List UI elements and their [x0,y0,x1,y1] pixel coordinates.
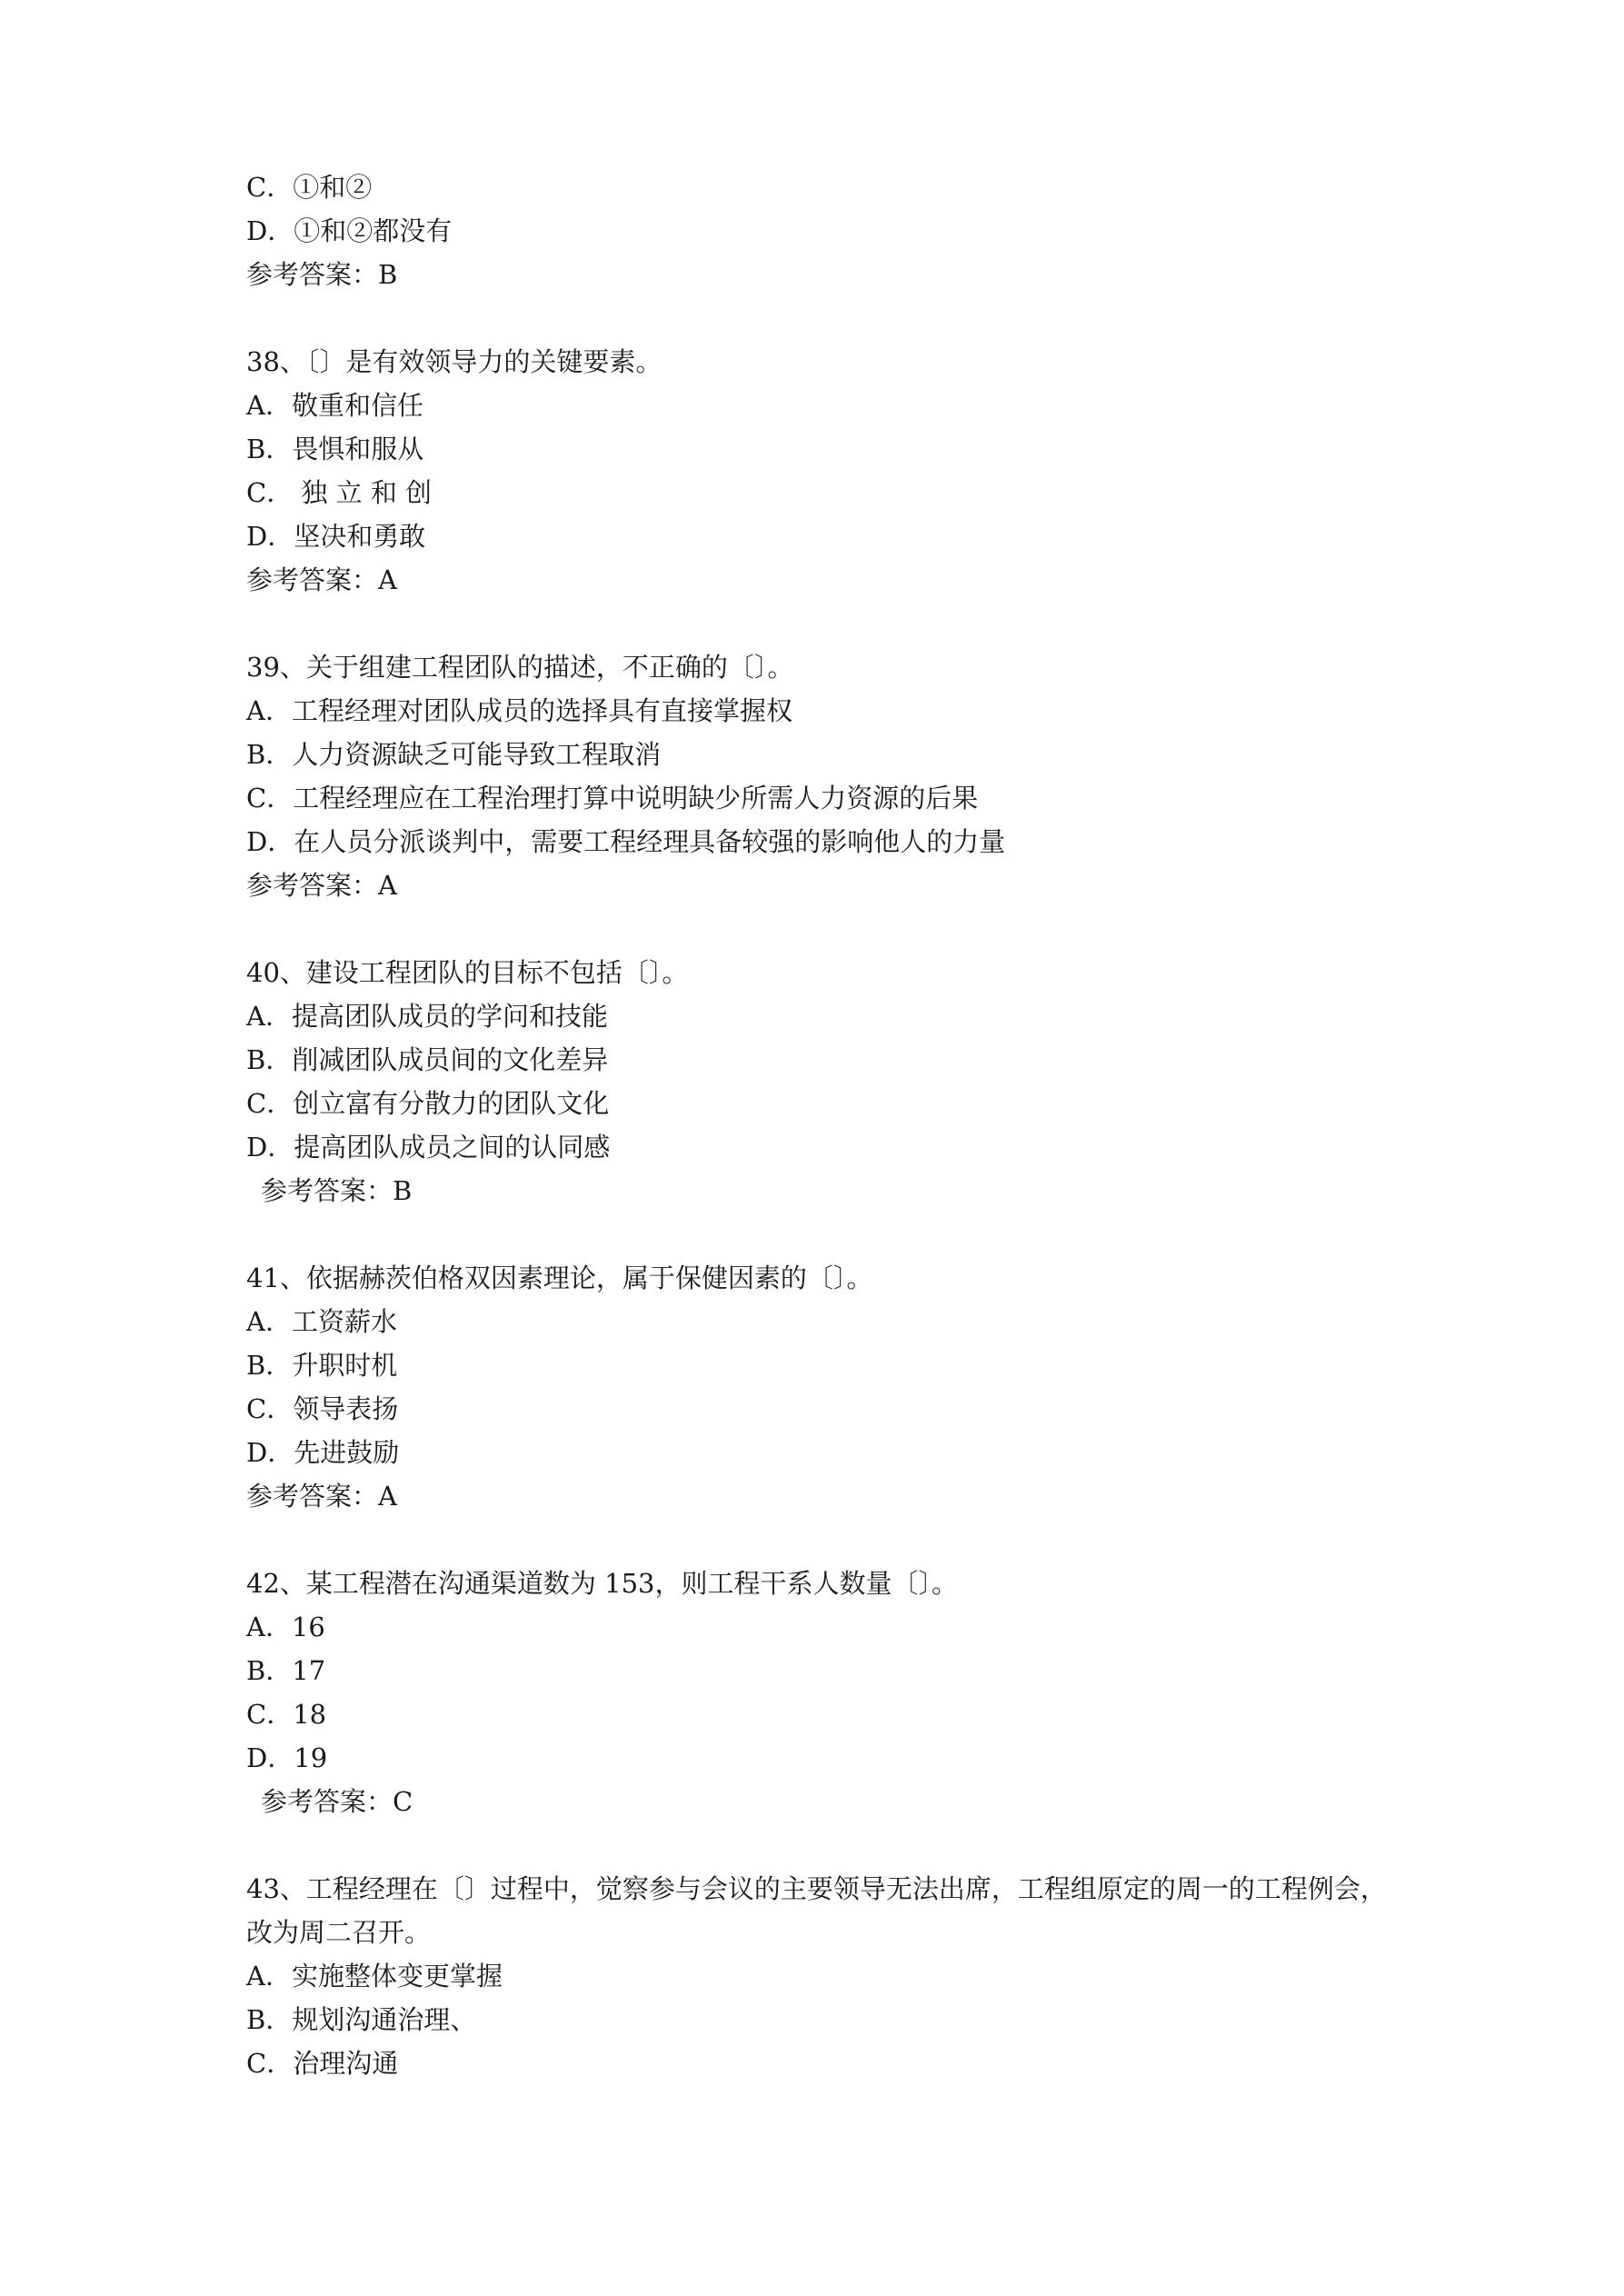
option-c: C．治理沟通 [246,2048,399,2079]
option-b: B．升职时机 [246,1350,398,1381]
page-content [246,165,1428,2085]
answer: 参考答案：A [246,1481,397,1512]
option-c: C．工程经理应在工程治理打算中说明缺少所需人力资源的后果 [246,783,979,814]
question-title: 38、〔〕是有效领导力的关键要素。 [246,346,663,377]
option-d: D．坚决和勇敢 [246,521,426,552]
question-37-tail [246,165,1428,296]
option-c: C．①和② [246,172,373,203]
option-a: A．工资薪水 [246,1306,397,1337]
answer: 参考答案：A [246,870,397,901]
option-d: D．提高团队成员之间的认同感 [246,1132,611,1163]
answer: 参考答案：B [261,1175,413,1206]
question-38 [246,340,1428,602]
option-b: B．规划沟通治理、 [246,2004,477,2035]
option-a: A．工程经理对团队成员的选择具有直接掌握权 [246,695,792,726]
answer: 参考答案：A [246,564,397,595]
option-b: B．畏惧和服从 [246,434,424,464]
option-c: C．领导表扬 [246,1393,399,1424]
option-a: A．提高团队成员的学问和技能 [246,1001,608,1032]
option-b: B．17 [246,1655,326,1686]
question-title: 43、工程经理在〔〕过程中，觉察参与会议的主要领导无法出席，工程组原定的周一的工程例会，改为周二召开。 [246,1873,1387,1948]
option-a: A．16 [246,1612,325,1642]
question-title: 40、建设工程团队的目标不包括〔〕。 [246,957,689,988]
option-a: A．实施整体变更掌握 [246,1961,503,1992]
option-d: D．在人员分派谈判中，需要工程经理具备较强的影响他人的力量 [246,826,1006,857]
question-39 [246,645,1428,907]
question-title: 42、某工程潜在沟通渠道数为 153，则工程干系人数量〔〕。 [246,1568,958,1599]
answer: 参考答案：B [246,259,398,290]
option-a: A．敬重和信任 [246,390,423,421]
option-c: C． 独 立 和 创 [246,477,433,508]
question-43 [246,1867,1428,2085]
option-b: B．人力资源缺乏可能导致工程取消 [246,739,662,770]
question-title: 41、依据赫茨伯格双因素理论，属于保健因素的〔〕。 [246,1263,873,1293]
option-b: B．削减团队成员间的文化差异 [246,1044,609,1075]
answer: 参考答案：C [261,1786,413,1817]
option-d: D．①和②都没有 [246,215,453,246]
question-42 [246,1562,1428,1823]
option-c: C．创立富有分散力的团队文化 [246,1088,610,1119]
question-40 [246,951,1428,1213]
option-d: D．先进鼓励 [246,1437,400,1468]
option-d: D．19 [246,1742,328,1773]
option-c: C．18 [246,1699,327,1730]
question-41 [246,1256,1428,1518]
question-title: 39、关于组建工程团队的描述，不正确的〔〕。 [246,652,794,683]
